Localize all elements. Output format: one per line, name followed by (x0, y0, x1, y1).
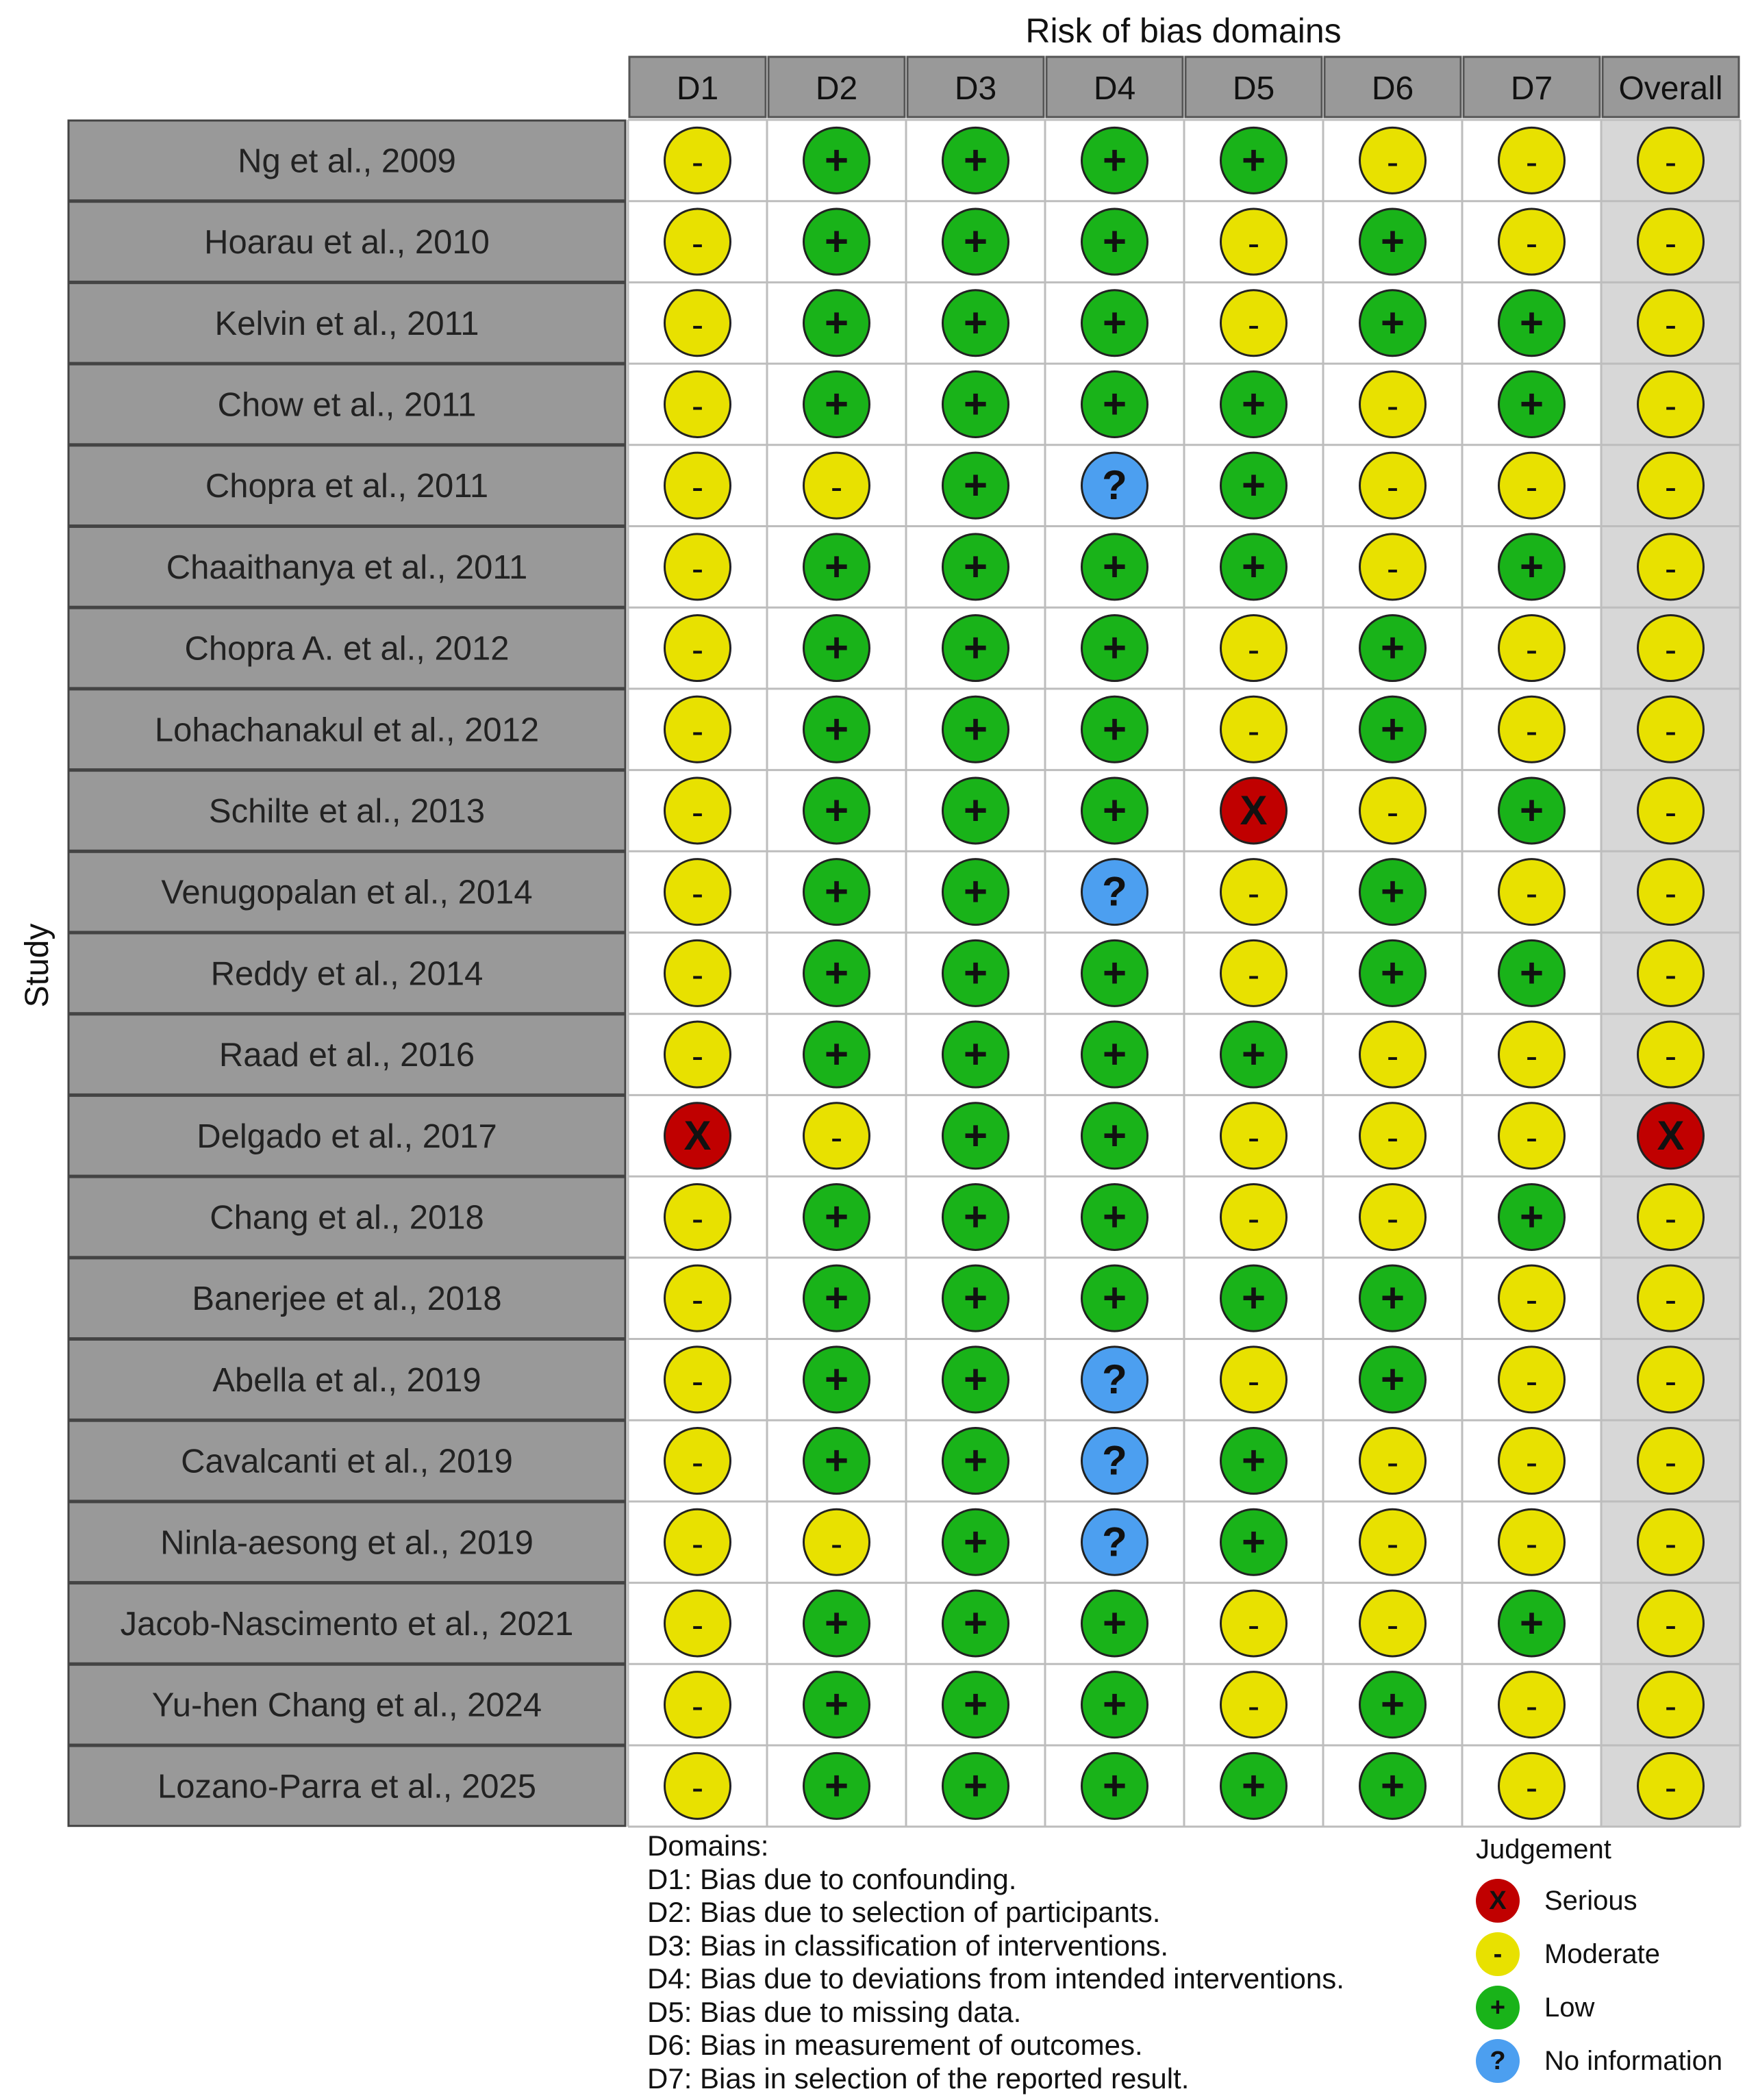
column-header-label-d1: D1 (676, 71, 719, 107)
study-label: Lozano-Parra et al., 2025 (158, 1768, 536, 1806)
judgement-symbol: - (1664, 711, 1677, 752)
judgement-symbol: - (1386, 1117, 1399, 1158)
judgement-symbol: + (1241, 381, 1266, 427)
judgement-symbol: - (1525, 468, 1538, 508)
judgement-symbol: + (824, 1762, 849, 1809)
judgement-legend-label: Moderate (1544, 1938, 1660, 1969)
judgement-symbol: ? (1102, 1356, 1127, 1402)
judgement-symbol: - (691, 386, 704, 427)
judgement-symbol: + (1102, 706, 1127, 752)
domains-legend (647, 1830, 1469, 2095)
judgement-symbol: - (1664, 955, 1677, 996)
judgement-symbol: + (1102, 624, 1127, 671)
domain-legend-item: D5: Bias due to missing data. (647, 1995, 1022, 2028)
judgement-symbol: - (830, 468, 843, 508)
judgement-symbol: + (963, 624, 988, 671)
judgement-symbol: + (1102, 787, 1127, 833)
judgement-symbol: + (1241, 1519, 1266, 1565)
judgement-symbol: - (1664, 1361, 1677, 1402)
judgement-symbol: + (1380, 1762, 1405, 1809)
judgement-symbol: + (1519, 381, 1544, 427)
judgement-symbol: - (1525, 711, 1538, 752)
judgement-symbol: - (1664, 1199, 1677, 1239)
judgement-symbol: - (1525, 874, 1538, 914)
judgement-symbol: - (691, 1524, 704, 1565)
judgement-symbol: X (1657, 1112, 1685, 1159)
column-header-label-d3: D3 (954, 71, 997, 107)
domain-legend-item: D4: Bias due to deviations from intended interventions. (647, 1962, 1344, 1995)
judgement-symbol: - (1664, 874, 1677, 914)
judgement-legend-symbol: + (1476, 1986, 1520, 2029)
judgement-list (1476, 1874, 1757, 2088)
judgement-symbol: - (1247, 630, 1260, 670)
judgement-symbol: - (1525, 1686, 1538, 1727)
judgement-symbol: X (683, 1112, 712, 1159)
judgement-symbol: - (1664, 792, 1677, 833)
judgement-symbol: + (963, 462, 988, 509)
judgement-symbol: - (1247, 1199, 1260, 1239)
judgement-symbol: - (1525, 630, 1538, 670)
judgement-symbol: - (1664, 305, 1677, 345)
judgement-legend-label: No information (1544, 2045, 1723, 2076)
judgement-symbol: - (691, 1686, 704, 1727)
judgement-symbol: - (1664, 548, 1677, 589)
judgement-symbol: + (1380, 624, 1405, 671)
judgement-symbol: + (963, 299, 988, 346)
judgement-symbol: + (963, 137, 988, 184)
judgement-symbol: - (1247, 1361, 1260, 1402)
judgement-symbol: + (963, 1193, 988, 1240)
study-label: Chopra A. et al., 2012 (184, 630, 510, 668)
judgement-symbol: + (1241, 543, 1266, 590)
judgement-symbol: + (824, 706, 849, 752)
judgement-symbol: - (691, 142, 704, 183)
judgement-symbol: + (1102, 1762, 1127, 1809)
judgement-symbol: - (830, 1117, 843, 1158)
judgement-symbol: - (1247, 305, 1260, 345)
judgement-symbol: + (1519, 543, 1544, 590)
judgement-symbol: + (963, 1681, 988, 1728)
judgement-symbol: - (1525, 1768, 1538, 1808)
judgement-symbol: - (1525, 1037, 1538, 1077)
study-label: Abella et al., 2019 (212, 1361, 481, 1399)
judgement-symbol: + (824, 1031, 849, 1078)
study-label: Chang et al., 2018 (210, 1199, 484, 1237)
judgement-legend-symbol: - (1476, 1932, 1520, 1976)
judgement-symbol: - (691, 630, 704, 670)
domain-legend-item: D6: Bias in measurement of outcomes. (647, 2029, 1143, 2061)
judgement-symbol: - (1386, 1199, 1399, 1239)
judgement-symbol: - (691, 1443, 704, 1483)
judgement-symbol: - (1525, 142, 1538, 183)
judgement-symbol: ? (1102, 868, 1127, 915)
study-label: Cavalcanti et al., 2019 (181, 1443, 513, 1480)
judgement-legend-symbol: ? (1476, 2039, 1520, 2083)
judgement-symbol: - (691, 305, 704, 345)
judgement-legend-item-moderate (1476, 1927, 1757, 1981)
judgement-symbol: + (1380, 1275, 1405, 1321)
judgement-legend-title: Judgement (1476, 1834, 1611, 1864)
judgement-symbol: - (1664, 630, 1677, 670)
judgement-symbol: - (691, 874, 704, 914)
judgement-symbol: + (1241, 1031, 1266, 1078)
judgement-symbol: - (691, 1199, 704, 1239)
judgement-symbol: + (824, 1193, 849, 1240)
judgement-symbol: + (824, 299, 849, 346)
judgement-symbol: - (1525, 224, 1538, 264)
judgement-symbol: + (1102, 950, 1127, 996)
judgement-symbol: + (1241, 1437, 1266, 1484)
judgement-symbol: + (963, 950, 988, 996)
judgement-symbol: - (1386, 792, 1399, 833)
study-label: Raad et al., 2016 (218, 1037, 475, 1074)
judgement-symbol: - (1386, 1605, 1399, 1645)
judgement-symbol: + (1102, 1112, 1127, 1159)
study-label: Lohachanakul et al., 2012 (154, 711, 540, 749)
judgement-symbol: + (963, 706, 988, 752)
judgement-symbol: + (824, 868, 849, 915)
judgement-symbol: - (1664, 1280, 1677, 1321)
domain-legend-item: D1: Bias due to confounding. (647, 1862, 1017, 1895)
judgement-symbol: - (691, 1361, 704, 1402)
domains-list (647, 1863, 1469, 2096)
judgement-symbol: - (691, 468, 704, 508)
judgement-symbol: + (824, 381, 849, 427)
judgement-symbol: + (1102, 1031, 1127, 1078)
judgement-symbol: - (1664, 386, 1677, 427)
judgement-symbol: - (691, 711, 704, 752)
judgement-symbol: + (1241, 137, 1266, 184)
judgement-symbol: + (1102, 381, 1127, 427)
judgement-symbol: ? (1102, 1519, 1127, 1565)
study-label: Hoarau et al., 2010 (204, 224, 490, 262)
judgement-legend-label: Low (1544, 1992, 1595, 2023)
judgement-symbol: + (963, 787, 988, 833)
judgement-symbol: - (1386, 468, 1399, 508)
judgement-symbol: + (1380, 1356, 1405, 1402)
judgement-legend-item-no-information (1476, 2034, 1757, 2088)
judgement-symbol: + (1519, 1193, 1544, 1240)
judgement-symbol: - (691, 224, 704, 264)
judgement-symbol: + (963, 1275, 988, 1321)
judgement-symbol: + (1380, 299, 1405, 346)
study-label: Jacob-Nascimento et al., 2021 (120, 1605, 574, 1643)
judgement-symbol: - (691, 1605, 704, 1645)
judgement-symbol: + (1102, 299, 1127, 346)
judgement-symbol: + (963, 1437, 988, 1484)
judgement-symbol: + (824, 1356, 849, 1402)
study-label: Chopra et al., 2011 (205, 468, 489, 505)
judgement-symbol: + (1519, 950, 1544, 996)
domains-legend-title: Domains: (647, 1830, 769, 1862)
column-header-label-d4: D4 (1093, 71, 1136, 107)
column-header-label-overall: Overall (1618, 71, 1723, 107)
judgement-symbol: + (824, 787, 849, 833)
judgement-symbol: X (1240, 787, 1268, 833)
judgement-symbol: - (1664, 1443, 1677, 1483)
judgement-symbol: - (691, 1280, 704, 1321)
study-label: Schilte et al., 2013 (208, 792, 486, 830)
study-label: Ng et al., 2009 (238, 142, 456, 180)
judgement-symbol: - (691, 1768, 704, 1808)
judgement-symbol: + (1380, 950, 1405, 996)
study-label: Reddy et al., 2014 (210, 955, 484, 993)
domain-legend-item: D3: Bias in classification of interventions. (647, 1929, 1169, 1962)
judgement-symbol: - (1386, 386, 1399, 427)
judgement-symbol: - (1664, 1686, 1677, 1727)
judgement-symbol: - (1247, 711, 1260, 752)
judgement-symbol: + (1102, 137, 1127, 184)
judgement-symbol: - (1386, 1443, 1399, 1483)
judgement-symbol: - (1386, 142, 1399, 183)
judgement-symbol: - (1386, 1037, 1399, 1077)
judgement-symbol: + (1102, 543, 1127, 590)
judgement-symbol: - (1525, 1443, 1538, 1483)
judgement-symbol: + (1241, 1275, 1266, 1321)
judgement-symbol: + (963, 1031, 988, 1078)
judgement-symbol: ? (1102, 1437, 1127, 1484)
judgement-legend-item-low (1476, 1981, 1757, 2034)
judgement-symbol: + (1102, 1193, 1127, 1240)
judgement-symbol: + (963, 1599, 988, 1646)
judgement-symbol: - (1247, 1605, 1260, 1645)
judgement-symbol: - (1664, 468, 1677, 508)
y-axis-label: Study (19, 923, 55, 1008)
judgement-symbol: + (1380, 706, 1405, 752)
judgement-symbol: - (830, 1524, 843, 1565)
judgement-symbol: - (1664, 224, 1677, 264)
judgement-symbol: + (824, 1275, 849, 1321)
judgement-symbol: - (1386, 548, 1399, 589)
judgement-symbol: + (963, 868, 988, 915)
column-header-label-d2: D2 (815, 71, 858, 107)
judgement-symbol: - (1664, 142, 1677, 183)
judgement-symbol: + (1380, 218, 1405, 265)
judgement-symbol: + (1102, 1599, 1127, 1646)
judgement-symbol: + (1102, 1681, 1127, 1728)
judgement-symbol: - (1664, 1768, 1677, 1808)
judgement-symbol: + (1241, 1762, 1266, 1809)
chart-title: Risk of bias domains (1025, 12, 1342, 50)
judgement-legend (1476, 1833, 1757, 2088)
judgement-symbol: + (1519, 787, 1544, 833)
study-label: Delgado et al., 2017 (197, 1117, 497, 1155)
judgement-symbol: - (1247, 224, 1260, 264)
domain-legend-item: D7: Bias in selection of the reported result. (647, 2062, 1190, 2095)
judgement-symbol: + (824, 218, 849, 265)
judgement-symbol: + (963, 543, 988, 590)
judgement-symbol: + (963, 1519, 988, 1565)
judgement-symbol: - (1386, 1524, 1399, 1565)
judgement-symbol: - (691, 548, 704, 589)
judgement-symbol: + (824, 1681, 849, 1728)
judgement-symbol: - (1525, 1280, 1538, 1321)
judgement-symbol: + (1380, 1681, 1405, 1728)
judgement-symbol: + (963, 1112, 988, 1159)
judgement-symbol: + (824, 1599, 849, 1646)
judgement-symbol: - (1525, 1524, 1538, 1565)
study-label: Banerjee et al., 2018 (192, 1280, 502, 1318)
study-label: Ninla-aesong et al., 2019 (160, 1524, 533, 1562)
study-label: Yu-hen Chang et al., 2024 (151, 1686, 542, 1724)
judgement-legend-label: Serious (1544, 1885, 1637, 1916)
judgement-symbol: + (1519, 1599, 1544, 1646)
judgement-symbol: + (824, 543, 849, 590)
judgement-symbol: - (691, 955, 704, 996)
study-label: Chow et al., 2011 (217, 386, 477, 424)
judgement-symbol: + (1380, 868, 1405, 915)
judgement-symbol: + (1102, 218, 1127, 265)
judgement-symbol: - (1247, 874, 1260, 914)
judgement-symbol: + (824, 950, 849, 996)
judgement-legend-item-serious (1476, 1874, 1757, 1927)
column-header-label-d6: D6 (1371, 71, 1414, 107)
judgement-symbol: - (691, 1037, 704, 1077)
judgement-symbol: - (1247, 1117, 1260, 1158)
judgement-symbol: + (963, 218, 988, 265)
judgement-symbol: - (1525, 1361, 1538, 1402)
judgement-symbol: + (963, 1356, 988, 1402)
column-header-label-d7: D7 (1510, 71, 1553, 107)
traffic-light-grid (68, 57, 1740, 1827)
column-header-label-d5: D5 (1232, 71, 1275, 107)
judgement-symbol: - (691, 792, 704, 833)
judgement-symbol: + (963, 1762, 988, 1809)
judgement-symbol: + (1241, 462, 1266, 509)
judgement-symbol: - (1525, 1117, 1538, 1158)
judgement-symbol: + (824, 137, 849, 184)
judgement-symbol: + (963, 381, 988, 427)
study-label: Venugopalan et al., 2014 (161, 874, 533, 911)
judgement-symbol: - (1664, 1524, 1677, 1565)
judgement-symbol: + (1102, 1275, 1127, 1321)
judgement-legend-symbol: X (1476, 1879, 1520, 1923)
study-label: Chaaithanya et al., 2011 (166, 548, 528, 586)
judgement-symbol: + (824, 624, 849, 671)
judgement-symbol: + (1519, 299, 1544, 346)
judgement-symbol: - (1664, 1605, 1677, 1645)
judgement-symbol: - (1664, 1037, 1677, 1077)
judgement-symbol: - (1247, 1686, 1260, 1727)
study-label: Kelvin et al., 2011 (214, 305, 479, 342)
judgement-symbol: - (1247, 955, 1260, 996)
judgement-symbol: + (824, 1437, 849, 1484)
judgement-symbol: ? (1102, 462, 1127, 509)
domain-legend-item: D2: Bias due to selection of participants. (647, 1896, 1161, 1928)
